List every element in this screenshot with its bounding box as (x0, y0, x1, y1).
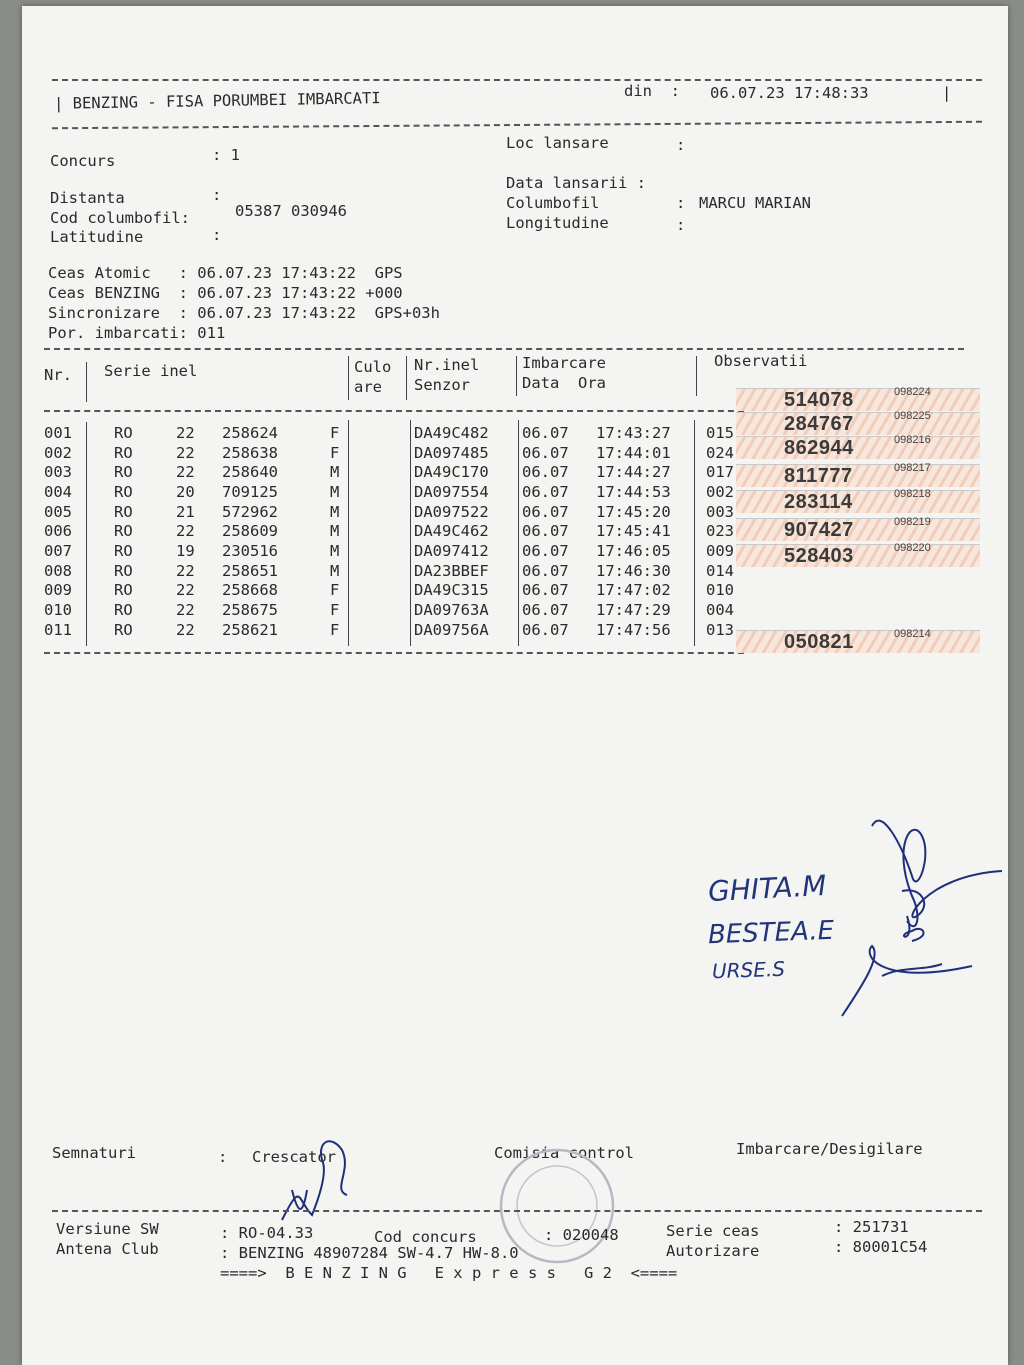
handwritten-name-1: GHITA.M (707, 868, 828, 909)
cell-nr: 003 (44, 463, 72, 482)
cell-date: 06.07 (522, 463, 569, 482)
cell-date: 06.07 (522, 482, 569, 501)
cell-sensor: DA49C462 (414, 522, 489, 541)
seal-sticker (736, 412, 980, 435)
comisia-control-label: Comisia control (494, 1144, 634, 1162)
header-end-bar: | (942, 84, 952, 102)
seal-serial: 098216 (894, 434, 931, 446)
cell-c: RO (114, 620, 133, 639)
longitudine-label: Longitudine (506, 214, 609, 232)
divider (52, 1210, 982, 1212)
cell-obs: 014 (706, 561, 734, 580)
column-separator (696, 356, 697, 396)
column-separator (86, 362, 87, 402)
concurs-value: : 1 (212, 146, 240, 164)
distanta-colon: : (212, 186, 222, 204)
cell-sensor: DA09756A (414, 620, 489, 639)
seal-number: 811777 (784, 465, 853, 487)
col-nr-header: Nr. (44, 366, 72, 384)
latitudine-colon: : (212, 226, 222, 244)
cell-obs: 004 (706, 600, 734, 619)
cell-y: 20 (176, 482, 195, 501)
cell-ring: 258668 (222, 581, 278, 600)
cell-time: 17:45:20 (596, 502, 671, 521)
cell-sensor: DA49C482 (414, 424, 489, 442)
cell-sensor: DA09763A (414, 600, 489, 619)
semnaturi-label: Semnaturi (52, 1144, 136, 1162)
cell-time: 17:44:27 (596, 463, 671, 482)
cell-ring: 258624 (222, 424, 278, 442)
cell-date: 06.07 (522, 424, 569, 442)
concurs-label: Concurs (50, 152, 116, 170)
cell-date: 06.07 (522, 561, 569, 580)
por-imbarcati: Por. imbarcati: 011 (48, 324, 226, 342)
ceas-benzing: Ceas BENZING : 06.07.23 17:43:22 +000 (48, 284, 403, 302)
cell-time: 17:44:01 (596, 443, 671, 462)
seal-serial: 098214 (894, 628, 931, 640)
divider (44, 652, 744, 654)
cell-obs: 009 (706, 541, 734, 560)
column-separator (694, 420, 695, 646)
seal-sticker (736, 490, 980, 513)
col-serie-header: Serie inel (104, 362, 198, 380)
columbofil-name: MARCU MARIAN (699, 194, 811, 212)
serie-ceas-label: Serie ceas (666, 1222, 760, 1240)
autorizare-value: : 80001C54 (834, 1238, 928, 1256)
cell-sex: M (330, 463, 340, 482)
seal-serial: 098218 (894, 488, 931, 500)
cell-ring: 258609 (222, 522, 278, 541)
cell-obs: 015 (706, 424, 734, 442)
seal-sticker (736, 388, 980, 411)
cell-ring: 230516 (222, 541, 278, 560)
column-separator (348, 420, 349, 646)
seal-number: 528403 (784, 545, 854, 567)
column-separator (518, 420, 519, 646)
column-separator (410, 420, 411, 646)
cell-c: RO (114, 600, 133, 619)
serie-ceas-value: : 251731 (834, 1218, 909, 1236)
document-title: | BENZING - FISA PORUMBEI IMBARCATI (53, 89, 381, 113)
cell-time: 17:47:29 (596, 600, 671, 619)
cell-ring: 258638 (222, 443, 278, 462)
sincronizare: Sincronizare : 06.07.23 17:43:22 GPS+03h (48, 304, 440, 322)
loc-lansare-label: Loc lansare (506, 134, 609, 152)
seal-number: 050821 (784, 631, 854, 653)
cell-obs: 024 (706, 443, 734, 462)
din-label: din : (624, 82, 680, 100)
cell-y: 22 (176, 581, 195, 600)
cell-nr: 007 (44, 541, 72, 560)
antena-club-label: Antena Club (56, 1240, 159, 1258)
cell-nr: 008 (44, 561, 72, 580)
cell-ring: 709125 (222, 482, 278, 501)
crescator-label: Crescator (252, 1148, 336, 1166)
cell-c: RO (114, 443, 133, 462)
seal-serial: 098220 (894, 542, 931, 554)
cell-sex: F (330, 424, 340, 442)
cell-obs: 002 (706, 482, 734, 501)
cell-y: 22 (176, 600, 195, 619)
cell-time: 17:47:02 (596, 581, 671, 600)
cell-sex: M (330, 482, 340, 501)
crescator-signature (272, 1120, 382, 1230)
cell-date: 06.07 (522, 600, 569, 619)
cell-nr: 010 (44, 600, 72, 619)
seal-number: 907427 (784, 519, 854, 541)
divider (44, 348, 964, 350)
column-separator (348, 356, 349, 400)
autorizare-label: Autorizare (666, 1242, 760, 1260)
cell-date: 06.07 (522, 522, 569, 541)
cell-date: 06.07 (522, 541, 569, 560)
cell-sex: M (330, 502, 340, 521)
seal-number: 514078 (784, 389, 854, 411)
cell-nr: 001 (44, 424, 72, 442)
cell-sensor: DA49C315 (414, 581, 489, 600)
divider (52, 121, 982, 129)
cell-y: 22 (176, 463, 195, 482)
cell-c: RO (114, 561, 133, 580)
cell-obs: 003 (706, 502, 734, 521)
cell-y: 22 (176, 522, 195, 541)
cell-sex: M (330, 561, 340, 580)
col-culoare-header-2: are (354, 378, 382, 396)
cell-time: 17:47:56 (596, 620, 671, 639)
cell-ring: 258621 (222, 620, 278, 639)
cell-c: RO (114, 541, 133, 560)
latitudine-label: Latitudine (50, 228, 144, 246)
cod-concurs-value: : 020048 (544, 1226, 619, 1244)
cell-ring: 258640 (222, 463, 278, 482)
versiune-sw-label: Versiune SW (56, 1220, 159, 1238)
cell-y: 19 (176, 541, 195, 560)
cell-time: 17:43:27 (596, 424, 671, 442)
cell-nr: 002 (44, 443, 72, 462)
cell-sensor: DA097554 (414, 482, 489, 501)
divider (52, 79, 982, 81)
seal-serial: 098225 (894, 410, 931, 422)
seal-serial: 098217 (894, 462, 931, 474)
cell-c: RO (114, 463, 133, 482)
longitudine-colon: : (676, 216, 686, 234)
seal-serial: 098224 (894, 386, 931, 398)
cell-ring: 258675 (222, 600, 278, 619)
seal-sticker (736, 436, 980, 459)
cell-nr: 009 (44, 581, 72, 600)
imbarcare-desigilare-label: Imbarcare/Desigilare (736, 1140, 923, 1158)
divider (44, 410, 744, 412)
seal-number: 284767 (784, 413, 854, 435)
cell-date: 06.07 (522, 502, 569, 521)
column-separator (406, 356, 407, 400)
col-imbarcare-header-2: Data Ora (522, 374, 606, 392)
cell-sensor: DA49C170 (414, 463, 489, 482)
antena-club-value: : BENZING 48907284 SW-4.7 HW-8.0 (220, 1244, 519, 1262)
cell-c: RO (114, 522, 133, 541)
seal-sticker (736, 544, 980, 567)
cell-c: RO (114, 581, 133, 600)
col-inel-header-1: Nr.inel (414, 356, 480, 374)
cell-nr: 005 (44, 502, 72, 521)
semnaturi-colon: : (218, 1148, 228, 1166)
cell-sex: F (330, 581, 340, 600)
cell-date: 06.07 (522, 620, 569, 639)
cell-date: 06.07 (522, 443, 569, 462)
print-datetime: 06.07.23 17:48:33 (710, 84, 869, 102)
columbofil-colon: : (676, 194, 686, 212)
cell-sensor: DA097522 (414, 502, 489, 521)
columbofil-label: Columbofil (506, 194, 600, 212)
cell-sensor: DA23BBEF (414, 561, 489, 580)
handwritten-name-3: URSE.S (711, 956, 786, 984)
signatures (822, 796, 1022, 1026)
cell-y: 21 (176, 502, 195, 521)
brand-line: ====> B E N Z I N G E x p r e s s G 2 <==== (220, 1264, 678, 1282)
seal-sticker (736, 518, 980, 541)
cell-nr: 004 (44, 482, 72, 501)
cell-sex: M (330, 522, 340, 541)
cell-nr: 011 (44, 620, 72, 639)
cell-ring: 258651 (222, 561, 278, 580)
cell-y: 22 (176, 620, 195, 639)
cod-columbofil-label: Cod columbofil: (50, 209, 190, 227)
seal-serial: 098219 (894, 516, 931, 528)
col-imbarcare-header-1: Imbarcare (522, 354, 606, 372)
cell-date: 06.07 (522, 581, 569, 600)
cell-y: 22 (176, 561, 195, 580)
cell-sensor: DA097412 (414, 541, 489, 560)
cell-obs: 010 (706, 581, 734, 600)
cod-columbofil-value: 05387 030946 (235, 202, 347, 220)
document-sheet (22, 6, 1008, 1365)
seal-number: 283114 (784, 491, 853, 513)
cell-time: 17:44:53 (596, 482, 671, 501)
cell-nr: 006 (44, 522, 72, 541)
cell-obs: 017 (706, 463, 734, 482)
col-observatii-header: Observatii (714, 352, 808, 370)
handwritten-name-2: BESTEA.E (707, 915, 835, 951)
data-lansarii-label: Data lansarii : (506, 174, 646, 192)
seal-sticker (736, 630, 980, 653)
cell-time: 17:46:05 (596, 541, 671, 560)
column-separator (86, 422, 87, 646)
seal-number: 862944 (784, 437, 854, 459)
seal-sticker (736, 464, 980, 487)
cell-sensor: DA097485 (414, 443, 489, 462)
column-separator (516, 356, 517, 396)
cell-c: RO (114, 482, 133, 501)
versiune-sw-value: : RO-04.33 (220, 1224, 314, 1242)
cell-c: RO (114, 424, 133, 442)
cell-obs: 023 (706, 522, 734, 541)
distanta-label: Distanta (50, 189, 125, 207)
cell-sex: F (330, 443, 340, 462)
ceas-atomic: Ceas Atomic : 06.07.23 17:43:22 GPS (48, 264, 403, 282)
col-culoare-header-1: Culo (354, 358, 392, 376)
cell-y: 22 (176, 443, 195, 462)
cell-sex: F (330, 600, 340, 619)
cell-sex: F (330, 620, 340, 639)
cod-concurs-label: Cod concurs (374, 1228, 477, 1246)
loc-lansare-colon: : (676, 136, 686, 154)
cell-time: 17:45:41 (596, 522, 671, 541)
cell-obs: 013 (706, 620, 734, 639)
cell-y: 22 (176, 424, 195, 442)
cell-time: 17:46:30 (596, 561, 671, 580)
cell-sex: M (330, 541, 340, 560)
cell-c: RO (114, 502, 133, 521)
cell-ring: 572962 (222, 502, 278, 521)
col-inel-header-2: Senzor (414, 376, 470, 394)
